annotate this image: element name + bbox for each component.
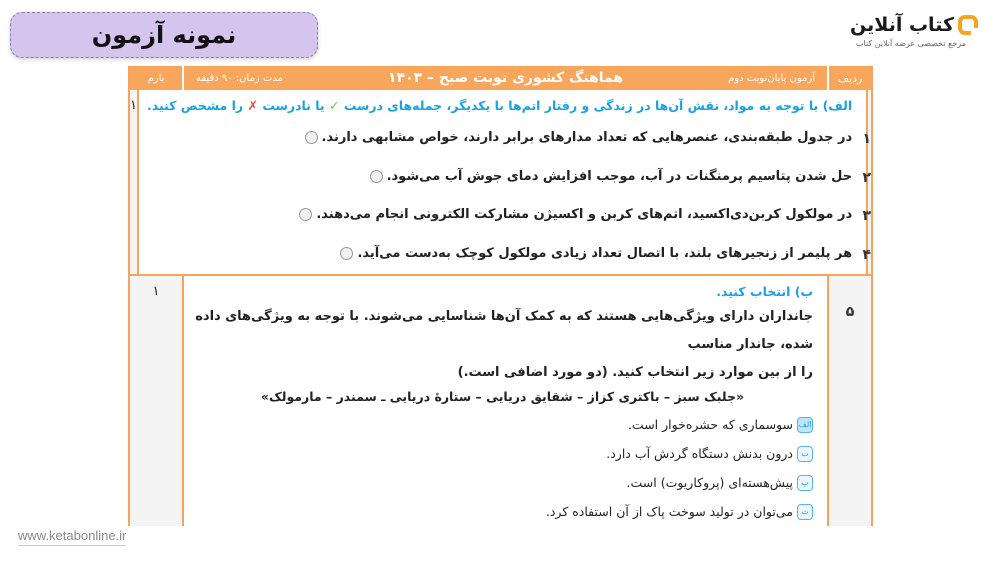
section-b-row (130, 276, 871, 526)
heading-text: الف) با توجه به مواد، نقش آن‌ها در زندگی و رفتار اتم‌ها با یکدیگر، جمله‌های درست (343, 98, 853, 113)
option-label-badge: ب (797, 446, 813, 462)
option-item[interactable] (192, 410, 813, 439)
statement-text: حل شدن پتاسیم پرمنگنات در آب، موجب افزایش دمای جوش آب می‌شود. (386, 169, 853, 184)
section-a-heading (147, 98, 852, 113)
option-item[interactable] (192, 468, 813, 497)
logo-mark-icon (958, 15, 978, 35)
table-header (130, 66, 871, 90)
paragraph-line: را از بین موارد زیر انتخاب کنید. (دو مورد اضافی است.) (457, 365, 813, 380)
statement-text: در جدول طبقه‌بندی، عنصرهایی که تعداد مدارهای برابر دارند، خواص مشابهی دارند. (321, 130, 853, 145)
statement-text: هر پلیمر از زنجیرهای بلند، با اتصال تعداد زیادی مولکول کوچک به‌دست می‌آید. (357, 246, 853, 261)
heading-text: را مشخص کنید. (146, 98, 244, 113)
section-a-numbers (862, 90, 871, 274)
question-number: ۱ (862, 131, 871, 147)
ketabonline-logo (818, 14, 978, 58)
paragraph-line: جانداران دارای ویژگی‌هایی هستند که به کمک آن‌ها شناسایی می‌شوند. با توجه به ویژگی‌های داده شده، جاندار مناسب (195, 309, 813, 352)
statement-text: در مولکول کربن‌دی‌اکسید، اتم‌های کربن و اکسیژن مشارکت الکترونی انجام می‌دهند. (316, 207, 853, 222)
badge-label: نمونه آزمون (91, 21, 237, 49)
option-text: سوسماری که حشره‌خوار است. (627, 417, 793, 432)
question-paragraph (192, 303, 813, 387)
option-text: می‌توان در تولید سوخت پاک از آن استفاده کرد. (545, 504, 793, 519)
answer-radio[interactable] (370, 170, 383, 183)
answer-radio[interactable] (305, 131, 318, 144)
cross-icon: ✗ (247, 98, 258, 113)
sample-exam-badge (10, 12, 318, 58)
option-label-badge: الف (797, 417, 813, 433)
option-item[interactable] (192, 439, 813, 468)
options-list (192, 410, 813, 526)
check-icon: ✓ (328, 98, 340, 113)
logo-name: کتاب آنلاین (850, 14, 954, 36)
option-text: پیش‌هسته‌ای (پروکاریوت) است. (626, 475, 793, 490)
section-b-heading: ب) انتخاب کنید. (716, 284, 813, 299)
header-barem: بارم (130, 66, 184, 90)
exam-table (128, 66, 873, 526)
heading-text: یا نادرست (262, 98, 325, 113)
option-text: درون بدنش دستگاه گردش آب دارد. (606, 446, 793, 461)
statement-3 (299, 207, 852, 222)
website-watermark: www.ketabonline.ir (18, 528, 126, 546)
header-exam-name: آزمون پایان‌نوبت دوم (728, 72, 815, 84)
answer-radio[interactable] (340, 247, 353, 260)
option-label-badge: ت (797, 504, 813, 520)
option-item[interactable] (192, 497, 813, 526)
section-a-row (130, 90, 871, 276)
question-number: ۴ (862, 247, 871, 263)
header-radif: ردیف (827, 66, 871, 90)
answer-radio[interactable] (299, 208, 312, 221)
question-number: ۵ (845, 304, 855, 320)
statement-4 (340, 246, 852, 261)
section-a-barem: ۱ (130, 90, 139, 274)
option-label-badge: پ (797, 475, 813, 491)
section-b-body (184, 276, 827, 526)
header-duration: مدت زمان: ۹۰ دقیقه (196, 72, 283, 84)
section-b-barem: ۱ (130, 276, 184, 526)
question-number: ۳ (862, 208, 871, 224)
header-main (184, 66, 827, 90)
question-number: ۲ (862, 170, 871, 186)
logo-tagline: مرجع تخصصی عرضه آنلاین کتاب (855, 39, 966, 48)
statement-2 (370, 169, 853, 184)
choices-list: «جلبک سبز – باکتری کزاز – شقایق دریایی – ستارهٔ دریایی ـ سمندر – مارمولک» (260, 389, 745, 404)
header-exam-title: هماهنگ کشوری نوبت صبح – ۱۴۰۳ (387, 70, 624, 86)
section-b-numbers (827, 276, 871, 526)
section-a-body (139, 90, 866, 274)
statement-1 (305, 130, 853, 145)
